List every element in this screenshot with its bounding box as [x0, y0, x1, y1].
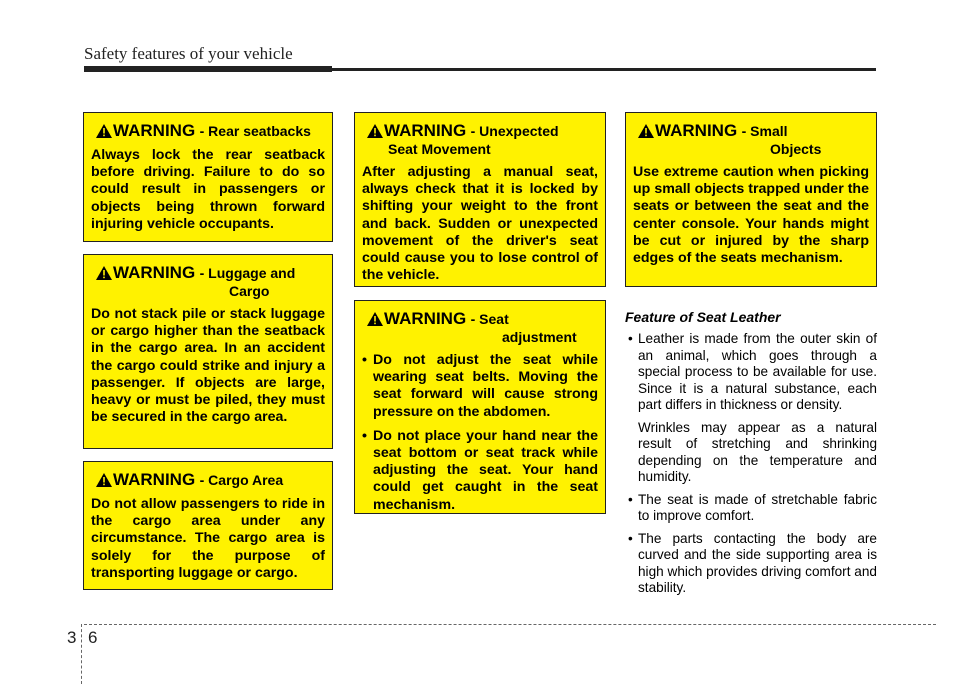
warning-title	[91, 121, 325, 141]
warning-seat-adjustment	[354, 300, 606, 514]
warning-word: WARNING	[384, 309, 467, 328]
warning-triangle-icon	[96, 266, 112, 280]
chapter-number: 3	[67, 628, 77, 647]
leather-item: • The parts contacting the body are curved and the side supporting area is high which provides driving comfort and stability.	[625, 531, 877, 597]
header-rule	[84, 68, 876, 71]
warning-subtitle: - Small	[741, 123, 788, 139]
warning-triangle-icon	[367, 312, 383, 326]
footer-vertical-divider	[81, 624, 82, 684]
warning-title	[91, 470, 325, 490]
warning-triangle-icon	[96, 473, 112, 487]
leather-item: • The seat is made of stretchable fabric to improve comfort.	[625, 492, 877, 525]
leather-item-text: Leather is made from the outer skin of an animal, which goes through a special process to be available for use. Since it is a natural substance, each part differs in thickness or density.	[638, 331, 877, 412]
warning-subtitle: - Seat	[470, 311, 509, 327]
warning-body: Always lock the rear seatback before driving. Failure to do so could result in passengers or objects being thrown forward injuring vehicle occupants.	[91, 147, 325, 232]
warning-subtitle-line2: Objects	[770, 141, 822, 157]
footer-divider	[84, 624, 936, 625]
warning-triangle-icon	[96, 124, 112, 138]
warning-body: Use extreme caution when picking up small objects trapped under the seats or between the seat and the center console. Your hands might be cut or injured by the sharp edges of the seats mechanism.	[633, 164, 869, 267]
warning-rear-seatbacks	[83, 112, 333, 242]
warning-list-item: • Do not place your hand near the seat bottom or seat track while adjusting the seat. Your hand could get caught in the seat mechanism.	[362, 428, 598, 514]
warning-title	[633, 121, 869, 141]
warning-subtitle: - Unexpected	[470, 123, 559, 139]
leather-list	[625, 331, 877, 597]
warning-unexpected-seat-movement	[354, 112, 606, 287]
warning-subtitle-line2: adjustment	[502, 329, 577, 345]
page-number: 6	[88, 628, 98, 647]
warning-list	[362, 352, 598, 514]
warning-word: WARNING	[655, 121, 738, 140]
warning-triangle-icon	[367, 124, 383, 138]
warning-word: WARNING	[113, 470, 196, 489]
warning-subtitle: - Cargo Area	[199, 472, 284, 488]
warning-body: Do not stack pile or stack luggage or cargo higher than the seatback in the cargo area. In an accident the cargo could strike and injury a passenger. If objects are large, heavy or must be piled, they must be secured in the cargo area.	[91, 306, 325, 426]
warning-subtitle-line2: Seat Movement	[388, 141, 491, 157]
leather-item	[625, 331, 877, 486]
warning-word: WARNING	[384, 121, 467, 140]
warning-title	[91, 263, 325, 283]
warning-title	[362, 121, 598, 141]
section-heading: Feature of Seat Leather	[625, 309, 781, 325]
warning-luggage-cargo	[83, 254, 333, 449]
leather-item-note: Wrinkles may appear as a natural result of stretching and shrinking depending on the temperature and humidity.	[638, 419, 877, 484]
warning-body: Do not allow passengers to ride in the cargo area under any circumstance. The cargo area is solely for the purpose of transporting luggage or cargo.	[91, 496, 325, 581]
warning-title	[362, 309, 598, 329]
warning-subtitle: - Luggage and	[199, 265, 296, 281]
warning-small-objects	[625, 112, 877, 287]
warning-subtitle-line2: Cargo	[229, 283, 270, 299]
warning-list-item: • Do not adjust the seat while wearing seat belts. Moving the seat forward will cause strong pressure on the abdomen.	[362, 352, 598, 421]
warning-triangle-icon	[638, 124, 654, 138]
warning-word: WARNING	[113, 121, 196, 140]
warning-word: WARNING	[113, 263, 196, 282]
warning-cargo-area	[83, 461, 333, 590]
warning-subtitle: - Rear seatbacks	[199, 123, 311, 139]
seat-leather-section	[625, 309, 877, 603]
warning-body: After adjusting a manual seat, always check that it is locked by shifting your weight to the front and back. Sudden or unexpected movement of the driver's seat could cause you to lose control of the vehicle.	[362, 164, 598, 284]
page-header-title: Safety features of your vehicle	[84, 44, 293, 63]
